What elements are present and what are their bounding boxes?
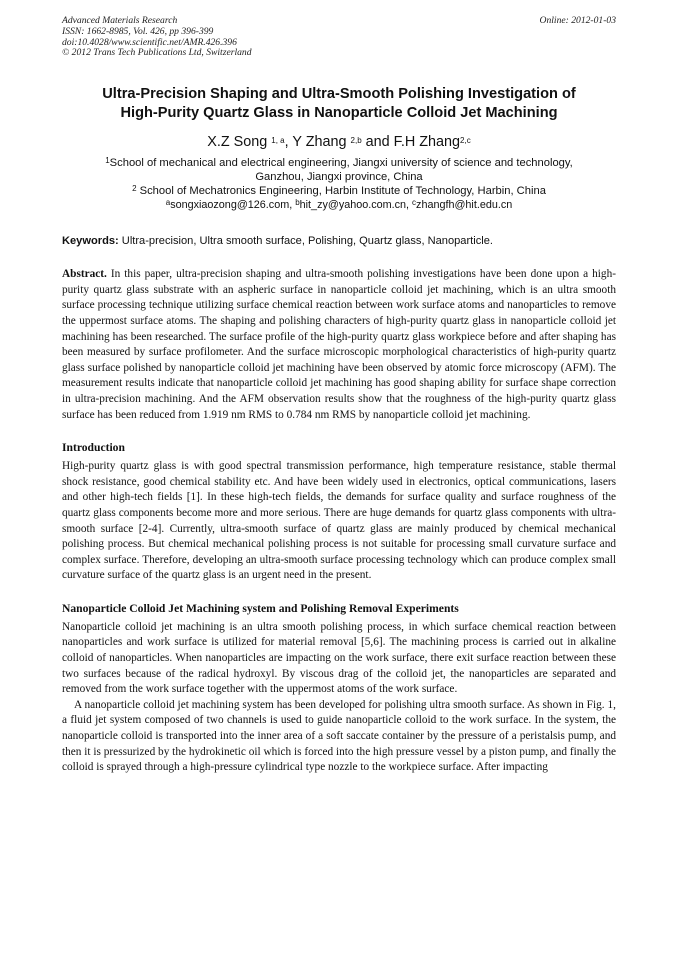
issn-line: ISSN: 1662-8985, Vol. 426, pp 396-399 <box>62 25 214 37</box>
keywords-text: Ultra-precision, Ultra smooth surface, Polishing, Quartz glass, Nanoparticle. <box>118 235 493 248</box>
email-c[interactable]: zhangfh@hit.edu.cn <box>416 199 513 212</box>
keywords <box>62 234 616 248</box>
affiliation-1-mark: 1 <box>105 156 110 166</box>
email-b-mark: b <box>295 198 300 208</box>
author-emails <box>62 198 616 212</box>
affiliation-1 <box>62 156 616 170</box>
section-heading-introduction: Introduction <box>62 441 125 455</box>
title-line-2: High-Purity Quartz Glass in Nanoparticle Colloid Jet Machining <box>120 105 558 122</box>
ncjm-paragraph-1: Nanoparticle colloid jet machining is an ultra smooth polishing process, in which surface chemical reaction between nanoparticles and work surface is utilized for material removal [5,6]. The machining process is carried out in alkaline colloid of nanoparticles. When nanoparticles are impacting on the work surface, there exit surface reaction between these two surfaces because of the radical hydroxyl. By viscous drag of the colloid jet, the nanoparticles are separated and removed from the work surface together with the uppermost atoms of the work surface. <box>62 620 616 696</box>
author-1: X.Z Song <box>207 134 268 151</box>
copyright-line: © 2012 Trans Tech Publications Ltd, Switzerland <box>62 47 252 59</box>
email-a[interactable]: songxiaozong@126.com, <box>170 199 296 212</box>
introduction-paragraph: High-purity quartz glass is with good spectral transmission performance, high temperature resistance, stable thermal shock resistance, good chemical stability etc. And have been widely used in electronics, optical communications, lasers and other high-tech fields [1]. In these high-tech fields, the demands for surface quality and surface roughness of the quartz glass components become more and more serious. There are huge demands for quartz glass components with ultra-smooth surface [2-4]. Currently, ultra-smooth surface of quartz glass are mainly produced by chemical mechanical polishing process. But chemical mechanical polishing process is not suitable for processing small curvature surface and complex surface. Therefore, developing an ultra-smooth surface processing technology which can produce complex small curvature surface of the quartz glass is an urgent need in the present. <box>62 460 616 582</box>
affiliation-2-text: School of Mechatronics Engineering, Harbin Institute of Technology, Harbin, China <box>136 185 546 198</box>
author-3-affil: 2,c <box>460 136 471 146</box>
author-1-affil: 1, a <box>271 136 285 146</box>
abstract-label: Abstract. <box>62 268 107 281</box>
affiliation-2 <box>62 184 616 198</box>
abstract-text: In this paper, ultra-precision shaping and ultra-smooth polishing investigations have been done upon a high-purity quartz glass substrate with an aspheric surface in nanoparticle colloid jet machining, which is an ultra smooth surface processing technique utilizing surface chemical reaction between work surface atoms and nanoparticles to remove the uppermost surface atoms. The shaping and polishing characters of high-purity quartz glass in nanoparticle colloid jet machining has been researched. The surface profile of the high-purity quartz glass workpiece before and after shaping has been measured by surface profilometer. And the surface microscopic morphological characteristics of high-purity quartz glass surface polished by nanoparticle colloid jet machining have been observed by atomic force microscopy (AFM). The measurement results indicate that nanoparticle colloid jet machining has good shaping ability for surface shape correction in ultra-precision machining. And the AFM observation results show that the roughness of the high-purity quartz glass surface has been reduced from 1.919 nm RMS to 0.784 nm RMS by nanoparticle colloid jet machining. <box>62 268 616 421</box>
online-date: Online: 2012-01-03 <box>539 15 616 26</box>
author-3: F.H Zhang <box>393 134 461 151</box>
author-separator-1: , <box>284 134 293 151</box>
section-heading-ncjm: Nanoparticle Colloid Jet Machining system and Polishing Removal Experiments <box>62 601 459 615</box>
author-list <box>62 133 616 152</box>
affiliation-1-cont: Ganzhou, Jiangxi province, China <box>255 171 423 184</box>
doi-line: doi:10.4028/www.scientific.net/AMR.426.396 <box>62 36 237 48</box>
paper-title <box>62 85 616 123</box>
affiliations <box>62 156 616 212</box>
email-b[interactable]: hit_zy@yahoo.com.cn, <box>299 199 413 212</box>
journal-header <box>62 16 616 59</box>
journal-name: Advanced Materials Research <box>62 15 178 26</box>
email-a-mark: a <box>165 198 171 208</box>
author-separator-2: and <box>361 134 394 151</box>
affiliation-2-mark: 2 <box>132 184 137 194</box>
affiliation-1-text: School of mechanical and electrical engineering, Jiangxi university of science and technology, <box>109 157 573 170</box>
email-c-mark: c <box>412 198 417 208</box>
abstract <box>62 267 616 423</box>
author-2-affil: 2,b <box>350 136 362 146</box>
author-2: Y Zhang <box>292 134 347 151</box>
keywords-label: Keywords: <box>62 235 119 248</box>
title-line-1: Ultra-Precision Shaping and Ultra-Smooth Polishing Investigation of <box>102 86 576 103</box>
ncjm-paragraph-2: A nanoparticle colloid jet machining system has been developed for polishing ultra smooth surface. As shown in Fig. 1, a fluid jet system composed of two channels is used to guide nanoparticle colloid to the work surface. In the system, the nanoparticle colloid is transported into the inner area of a soft saccate container by the pressure of a peristalsis pump, and then it is pressurized by the hydrokinetic oil which is forced into the high pressure vessel by a piston pump, and finally the colloid is sprayed through a high-pressure cylindrical type nozzle to the workpiece surface. After impacting <box>62 698 616 774</box>
